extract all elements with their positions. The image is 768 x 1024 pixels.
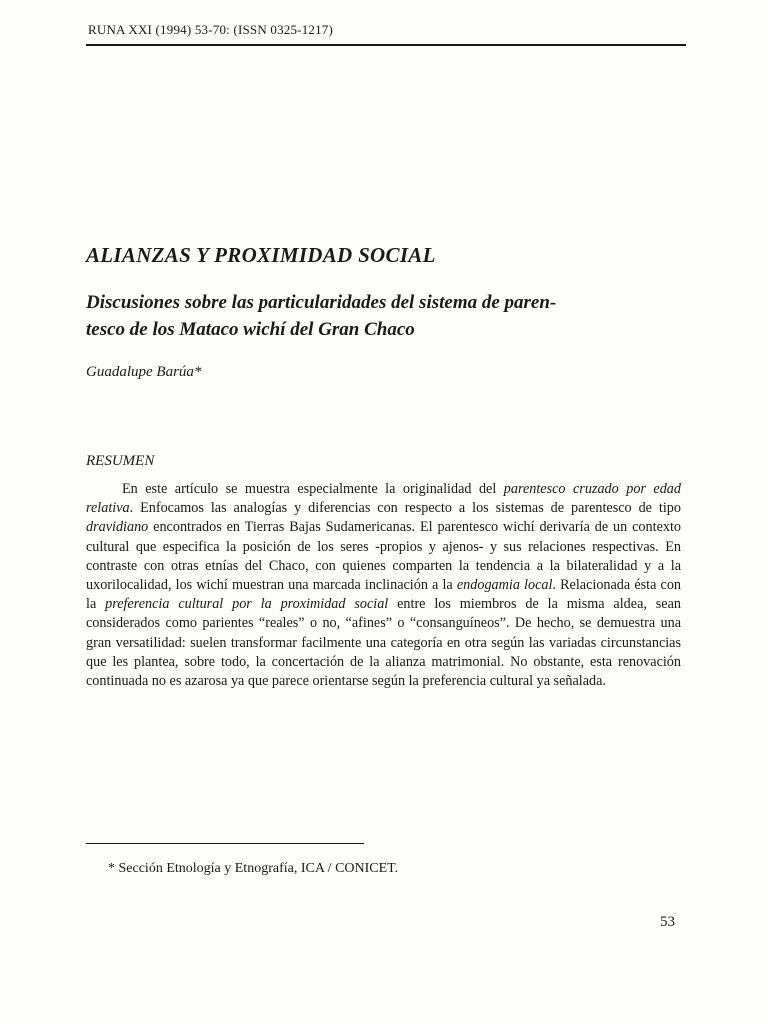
- abstract-text: . Relacionada ésta con la: [86, 577, 682, 613]
- abstract-text: entre los miembros de la misma aldea, sean considerados como parientes “reales” o no, “afines” o “consanguíneos”. De hecho, se demuestra una gran versatilidad: suelen transformar facilmente una categoría en otra según las variadas circunstancias que les plantea, sobre todo, la concertación de la alianza matrimonial. No obstante, esta renovación continuada no es azarosa ya que parece orientarse según la preferencia cultural ya señalada.: [86, 596, 681, 690]
- abstract-emphasis: dravidiano: [86, 519, 149, 536]
- article-title: ALIANZAS Y PROXIMIDAD SOCIAL: [86, 243, 436, 267]
- abstract-text: . Enfocamos las analogías y diferencias con respecto a los sistemas de parentesco de tipo: [129, 500, 681, 517]
- abstract-text: encontrados en Tierras Bajas Sudamericanas. El parentesco wichí derivaría de un contexto cultural que especifica la posición de los seres -propios y ajenos- y sus relaciones respectivas. En contraste con otras etnías del Chaco, con quienes comparten la tendencia a la bilateralidad y a la uxorilocalidad, los wichí muestran una marcada inclinación a la: [86, 519, 681, 594]
- abstract-emphasis: endogamia local: [456, 577, 553, 594]
- article-subtitle: [86, 289, 691, 343]
- abstract-body: [86, 480, 681, 691]
- running-header: RUNA XXI (1994) 53-70: (ISSN 0325-1217): [88, 22, 334, 37]
- footnote-rule: [86, 843, 364, 844]
- author-name: Guadalupe Barúa*: [86, 364, 202, 380]
- abstract-text: En este artículo se muestra especialmente la originalidad del: [122, 481, 504, 497]
- subtitle-line-1: Discusiones sobre las particularidades del sistema de paren-: [86, 292, 557, 313]
- footnote: * Sección Etnología y Etnografía, ICA / CONICET.: [108, 861, 399, 876]
- page-number: 53: [660, 914, 675, 930]
- abstract-emphasis: parentesco cruzado por edad relativa: [86, 481, 681, 517]
- abstract-emphasis: preferencia cultural por la proximidad social: [105, 596, 389, 613]
- subtitle-line-2: tesco de los Mataco wichí del Gran Chaco: [86, 319, 415, 340]
- header-rule: [86, 44, 686, 46]
- abstract-heading: RESUMEN: [86, 453, 155, 469]
